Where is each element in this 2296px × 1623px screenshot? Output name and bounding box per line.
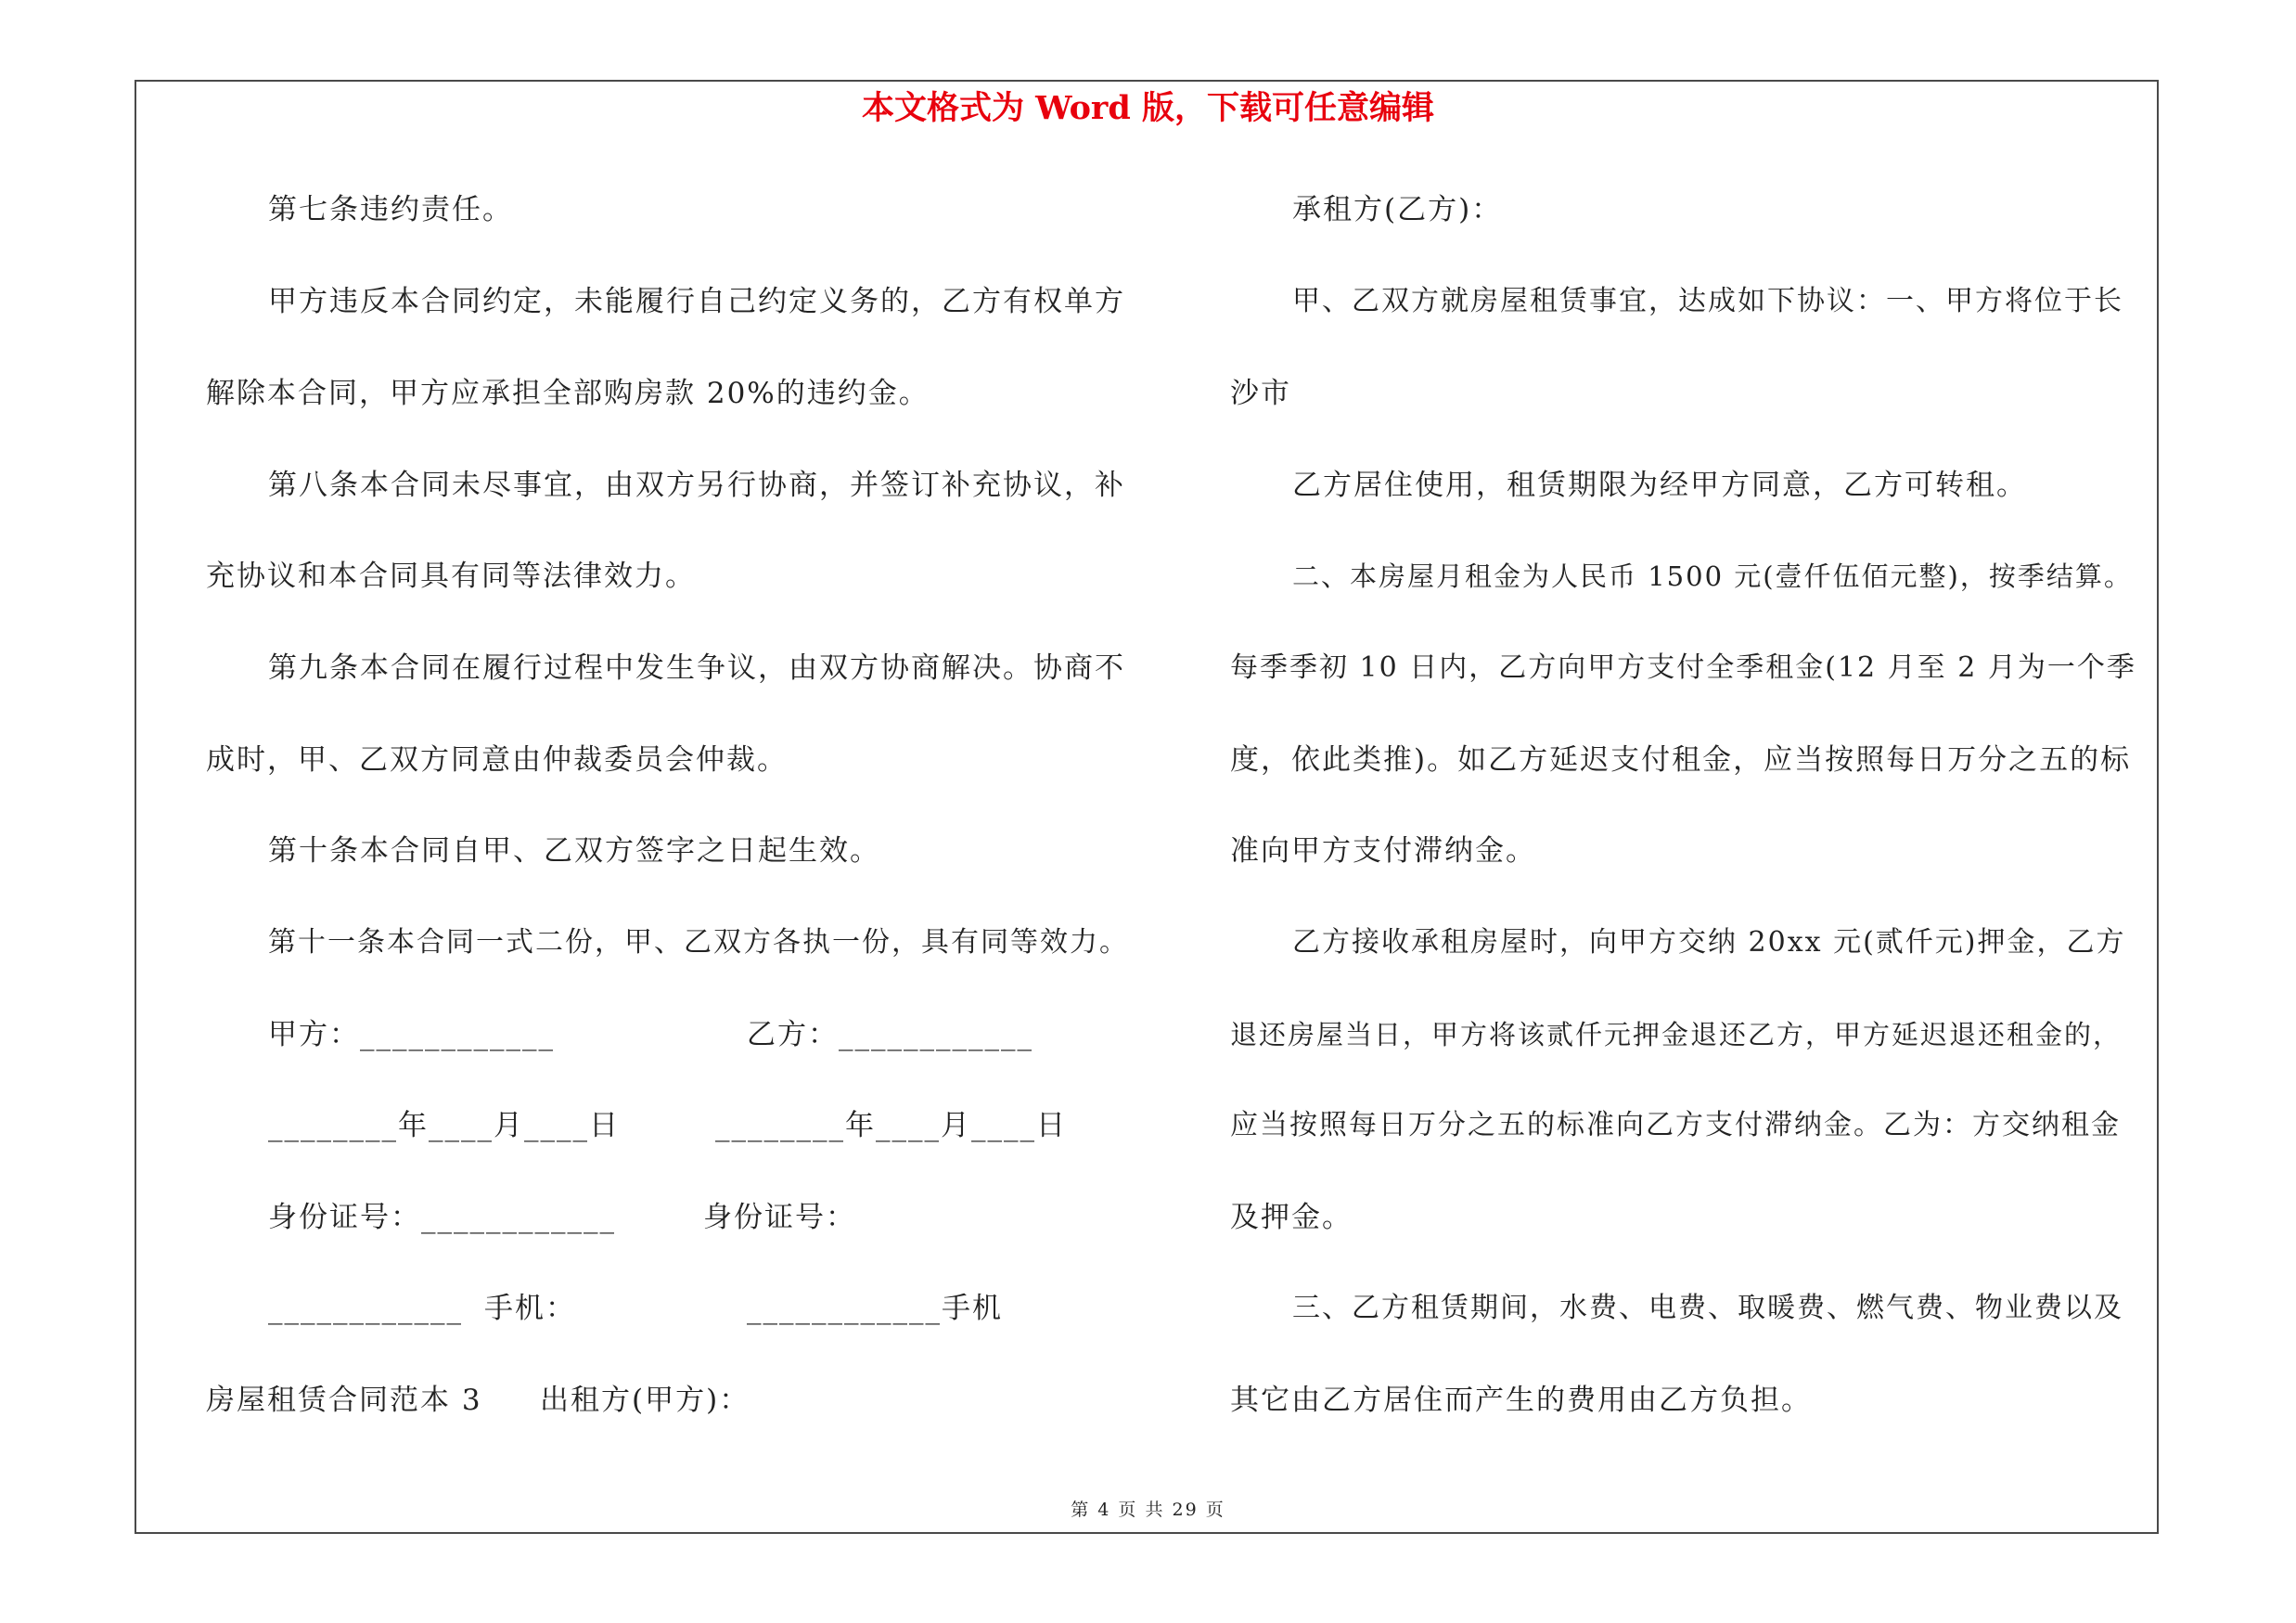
text-line: 第九条本合同在履行过程中发生争议，由双方协商解决。协商不 — [268, 651, 1125, 685]
text-line: 充协议和本合同具有同等法律效力。 — [206, 560, 696, 593]
text-line: 甲方违反本合同约定，未能履行自己约定义务的，乙方有权单方 — [268, 285, 1125, 318]
text-line: 每季季初 10 日内，乙方向甲方支付全季租金(12 月至 2 月为一个季 — [1230, 651, 2136, 684]
text-line: 第十一条本合同一式二份，甲、乙双方各执一份，具有同等效力。 — [268, 926, 1129, 959]
word-format-banner: 本文格式为 Word 版，下载可任意编辑 — [861, 89, 1435, 127]
text-line: 及押金。 — [1230, 1201, 1353, 1234]
party-b-date: ________年____月____日 — [715, 1109, 1067, 1142]
party-a-phone: 手机： — [484, 1292, 576, 1325]
contract-template-title: 房屋租赁合同范本 3 — [206, 1384, 482, 1417]
text-line: 退还房屋当日，甲方将该贰仟元押金退还乙方，甲方延迟退还租金的， — [1230, 1019, 2123, 1050]
party-a-signature: 甲方：____________ — [268, 1018, 555, 1051]
text-line: 乙方居住使用，租赁期限为经甲方同意，乙方可转租。 — [1292, 469, 2027, 502]
text-line: 其它由乙方居住而产生的费用由乙方负担。 — [1230, 1384, 1812, 1417]
text-line: 乙方接收承租房屋时，向甲方交纳 20xx 元(贰仟元)押金，乙方 — [1292, 926, 2126, 959]
text-line: 度，依此类推)。如乙方延迟支付租金，应当按照每日万分之五的标 — [1230, 743, 2132, 777]
text-line: 第七条违约责任。 — [268, 193, 513, 226]
text-line: 二、本房屋月租金为人民币 1500 元(壹仟伍佰元整)，按季结算。 — [1292, 560, 2133, 592]
party-a-date: ________年____月____日 — [268, 1109, 620, 1142]
text-line: 成时，甲、乙双方同意由仲裁委员会仲裁。 — [206, 743, 788, 777]
page-number: 第 4 页 共 29 页 — [1071, 1500, 1225, 1520]
text-line: 承租方(乙方)： — [1292, 193, 1503, 226]
party-b-phone: ____________手机 — [747, 1292, 1003, 1325]
text-line: 第八条本合同未尽事宜，由双方另行协商，并签订补充协议，补 — [268, 469, 1125, 502]
text-line: 沙市 — [1230, 377, 1291, 410]
text-line: 准向甲方支付滞纳金。 — [1230, 834, 1536, 868]
lessor-label: 出租方(甲方)： — [540, 1384, 750, 1417]
text-line: 第十条本合同自甲、乙双方签字之日起生效。 — [268, 834, 880, 868]
text-line: 甲、乙双方就房屋租赁事宜，达成如下协议：一、甲方将位于长 — [1292, 285, 2123, 317]
text-line: 应当按照每日万分之五的标准向乙方支付滞纳金。乙为：方交纳租金 — [1230, 1109, 2121, 1141]
party-b-id-number: 身份证号： — [703, 1201, 856, 1234]
text-line: 解除本合同，甲方应承担全部购房款 20%的违约金。 — [206, 377, 930, 410]
blank-line: ____________ — [268, 1292, 463, 1325]
text-line: 三、乙方租赁期间，水费、电费、取暖费、燃气费、物业费以及 — [1292, 1292, 2123, 1324]
party-b-signature: 乙方：____________ — [747, 1018, 1033, 1051]
party-a-id-number: 身份证号：____________ — [268, 1201, 616, 1234]
